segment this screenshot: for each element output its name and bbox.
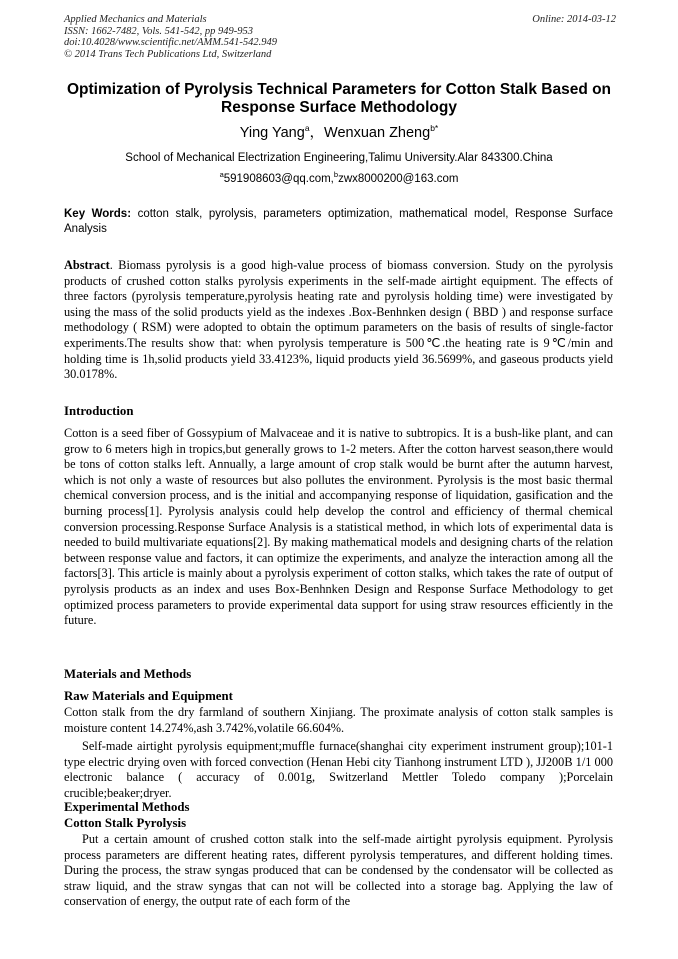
abstract <box>64 258 613 383</box>
equipment-paragraph: Self-made airtight pyrolysis equipment;muffle furnace(shanghai city experiment instrument group);101-1 type electric drying oven with forced convection (Henan Hebi city Tianhong instrument LTD ), JJ200B 1/1 000 electronic balance ( accuracy of 0.001g, Switzerland Mettler Toledo company );Porcelain crucible;beaker;dryer. <box>64 739 613 800</box>
online-date: Online: 2014-03-12 <box>532 14 616 25</box>
journal-copyright: © 2014 Trans Tech Publications Ltd, Switzerland <box>64 48 272 60</box>
email-a: 591908603@qq.com, <box>223 173 334 185</box>
journal-header <box>64 14 484 60</box>
author-1-affil-mark: a <box>304 123 310 134</box>
materials-methods-heading: Materials and Methods <box>64 667 192 681</box>
author-separator: ， <box>309 125 325 141</box>
introduction-paragraph: Cotton is a seed fiber of Gossypium of Malvaceae and it is native to subtropics. It is a bush-like plant, and can grow to 6 meters high in tropics,but generally grows to 1-2 meters. After the cotton harvest season,there would be tons of cotton stalks left. Annually, a large amount of crop stalk would be burnt after the autumn harvest, which is not only a waste of resources but also pollutes the environment. Pyrolysis is the most basic thermal chemical conversion process, and is the initial and accompanying response of liquidation, gasification and the burning process[1]. Pyrolysis analysis could help develop the control and efficiency of thermal chemical conversion processing.Response Surface Analysis is a statistical method, in which lots of experimental data is needed to build multivariate equations[2]. By making mathematical models and designing charts of the relation between response value and factors, it can optimize the experiments, and analyze the interaction among all the factors[3]. This article is mainly about a pyrolysis experiment of cotton stalks, which takes the rate of output of pyrolysis products as an index and uses Box-Benhnken Design and Response Surface Methodology to get optimized process parameters to provide experimental data support for using straw resources efficiently in the future. <box>64 426 613 628</box>
author-1: Ying Yang <box>239 125 305 141</box>
author-emails <box>40 172 638 186</box>
journal-name: Applied Mechanics and Materials <box>64 14 207 25</box>
keywords <box>64 207 613 237</box>
abstract-text: . Biomass pyrolysis is a good high-value process of biomass conversion. Study on the pyrolysis products of crushed cotton stalks pyrolysis experiments in the self-made airtight equipment. The effects of three factors (pyrolysis temperature,pyrolysis heating rate and pyrolysis holding time) were investigated by using the mass of the solid products yield as the indexes .Box-Benhnken design ( BBD ) and response surface methodology ( RSM) were adopted to obtain the optimum parameters on the basis of results of single-factor experiments.The results show that: when pyrolysis temperature is 500℃.the heating rate is 9℃/min and holding time is 1h,solid products yield 33.4123%, liquid products yield 36.5699%, and gaseous products yield 30.0178%. <box>64 258 613 382</box>
experimental-methods-heading: Experimental Methods <box>64 800 190 814</box>
email-b-mark: b <box>333 170 339 180</box>
keywords-text: cotton stalk, pyrolysis, parameters optimization, mathematical model, Response Surface Analysis <box>64 208 613 235</box>
cotton-stalk-pyrolysis-paragraph: Put a certain amount of crushed cotton stalk into the self-made airtight pyrolysis equipment. Pyrolysis process parameters are different heating rates, different pyrolysis temperatures, and different holding times. During the process, the straw syngas produced that can be condensed by the condensator will be collected as straw liquid, and the straw syngas that can not will be collected into a storage bag. Applying the law of conservation of energy, the output rate of each form of the <box>64 832 613 909</box>
author-line <box>40 124 638 142</box>
affiliation: School of Mechanical Electrization Engineering,Talimu University.Alar 843300.China <box>125 152 553 164</box>
abstract-label: Abstract <box>64 258 110 272</box>
journal-doi: doi:10.4028/www.scientific.net/AMM.541-542.949 <box>64 37 277 48</box>
raw-materials-paragraph: Cotton stalk from the dry farmland of southern Xinjiang. The proximate analysis of cotton stalk samples is moisture content 14.274%,ash 3.742%,volatile 66.604%. <box>64 705 613 735</box>
author-2-affil-mark: b* <box>430 123 439 134</box>
author-2: Wenxuan Zheng <box>324 125 431 141</box>
email-b: zwx8000200@163.com <box>338 173 459 185</box>
journal-issn: ISSN: 1662-7482, Vols. 541-542, pp 949-953 <box>64 25 253 37</box>
paper-title: Optimization of Pyrolysis Technical Parameters for Cotton Stalk Based on Response Surface Methodology <box>66 81 612 116</box>
keywords-label: Key Words: <box>64 208 132 220</box>
raw-materials-heading: Raw Materials and Equipment <box>64 689 233 703</box>
cotton-stalk-pyrolysis-heading: Cotton Stalk Pyrolysis <box>64 816 187 830</box>
email-a-mark: a <box>219 170 224 180</box>
introduction-heading: Introduction <box>64 404 134 418</box>
